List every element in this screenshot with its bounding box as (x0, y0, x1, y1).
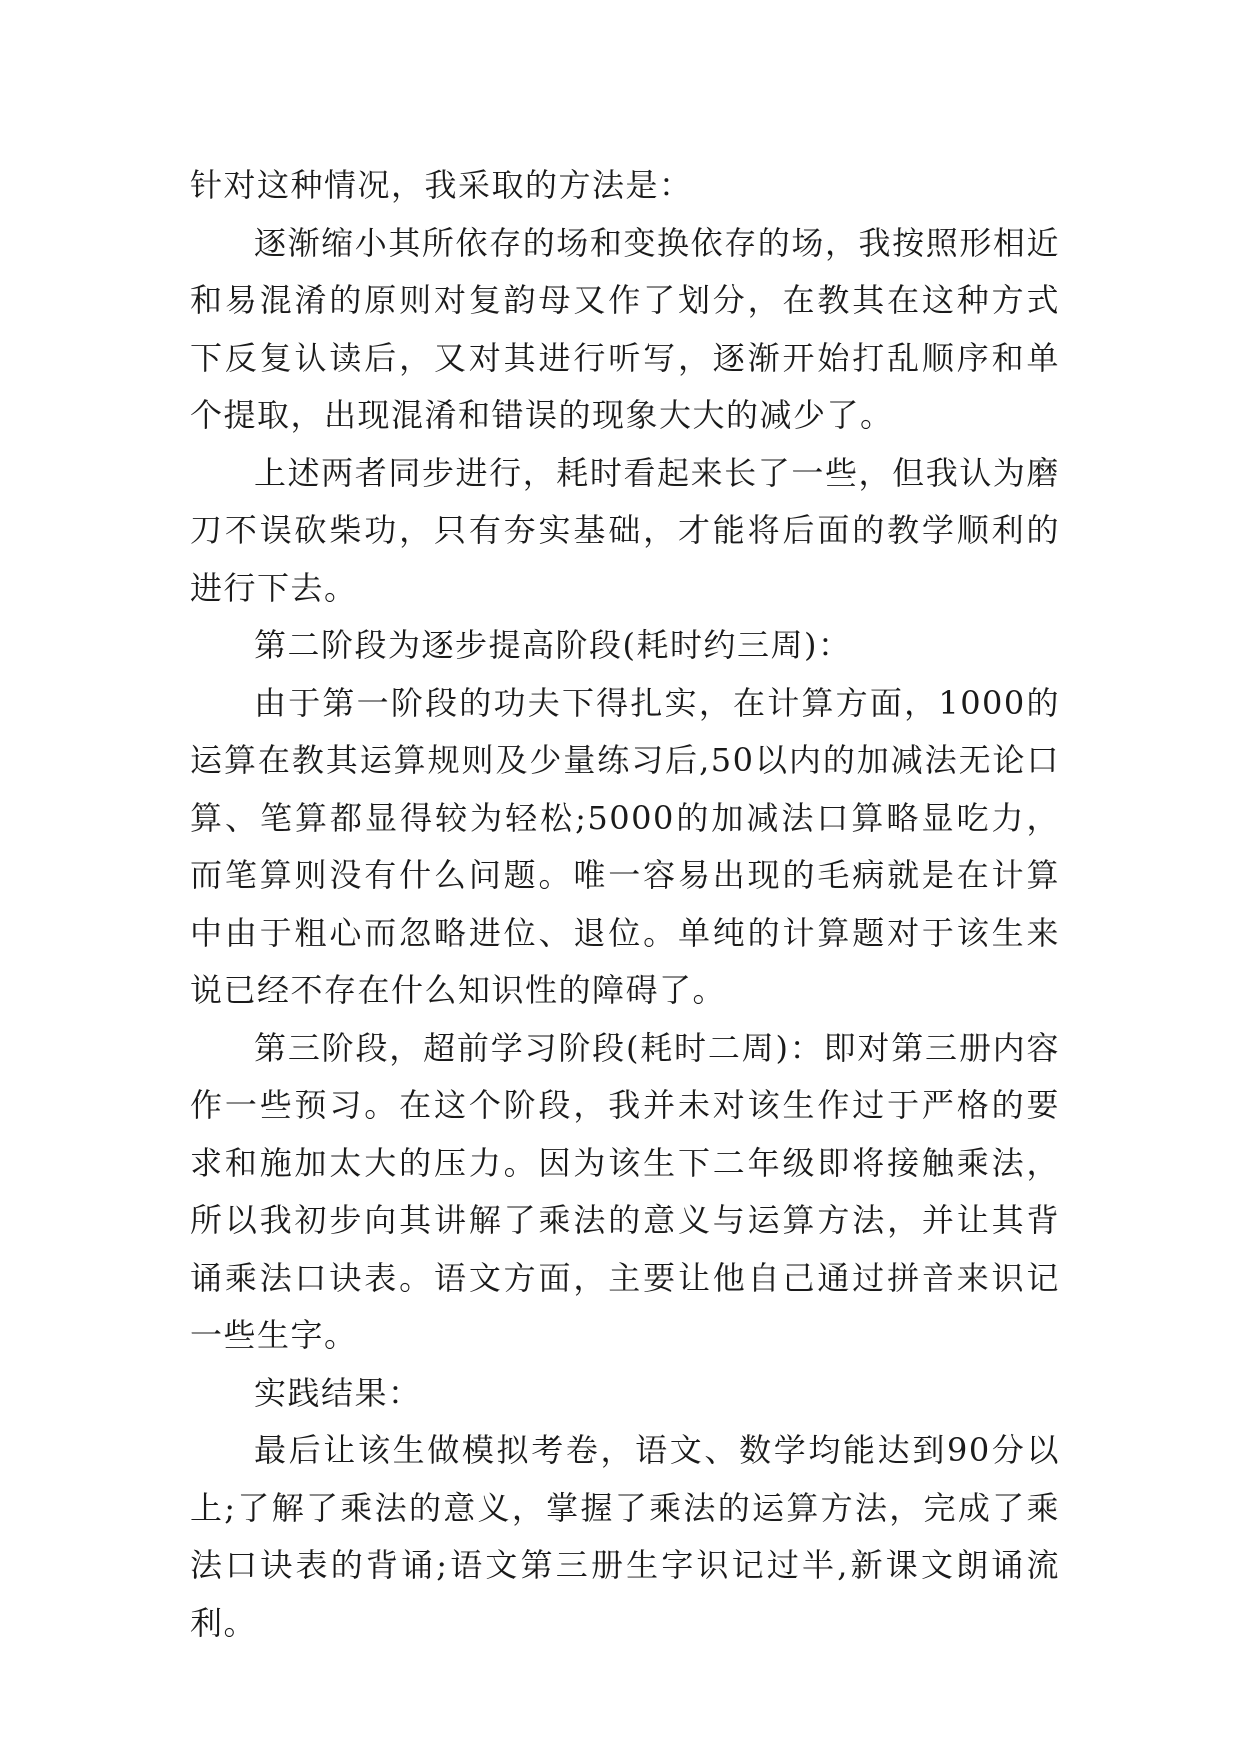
paragraph-method-intro: 针对这种情况，我采取的方法是： (190, 166, 693, 204)
document-body (190, 157, 1060, 1652)
paragraph-stage-two-heading: 第二阶段为逐步提高阶段(耗时约三周)： (254, 626, 852, 664)
paragraph-results-detail: 最后让该生做模拟考卷，语文、数学均能达到90分以上;了解了乘法的意义，掌握了乘法的运算方法，完成了乘法口诀表的背诵;语文第三册生字识记过半,新课文朗诵流利。 (190, 1431, 1060, 1642)
paragraph-stage-two-detail: 由于第一阶段的功夫下得扎实，在计算方面，1000的运算在教其运算规则及少量练习后,50以内的加减法无论口算、笔算都显得较为轻松;5000的加减法口算略显吃力，而笔算则没有什么问题。唯一容易出现的毛病就是在计算中由于粗心而忽略进位、退位。单纯的计算题对于该生来说已经不存在什么知识性的障碍了。 (190, 683, 1060, 1009)
paragraph-stage-three: 第三阶段，超前学习阶段(耗时二周)：即对第三册内容作一些预习。在这个阶段，我并未对该生作过于严格的要求和施加太大的压力。因为该生下二年级即将接触乘法，所以我初步向其讲解了乘法的意义与运算方法，并让其背诵乘法口诀表。语文方面，主要让他自己通过拼音来识记一些生字。 (190, 1028, 1060, 1354)
paragraph-results-heading: 实践结果： (254, 1373, 422, 1412)
paragraph-synchronous: 上述两者同步进行，耗时看起来长了一些，但我认为磨刀不误砍柴功，只有夯实基础，才能将后面的教学顺利的进行下去。 (190, 453, 1060, 607)
paragraph-narrow-field: 逐渐缩小其所依存的场和变换依存的场，我按照形相近和易混淆的原则对复韵母又作了划分，在教其在这种方式下反复认读后，又对其进行听写，逐渐开始打乱顺序和单个提取，出现混淆和错误的现象大大的减少了。 (190, 223, 1060, 434)
